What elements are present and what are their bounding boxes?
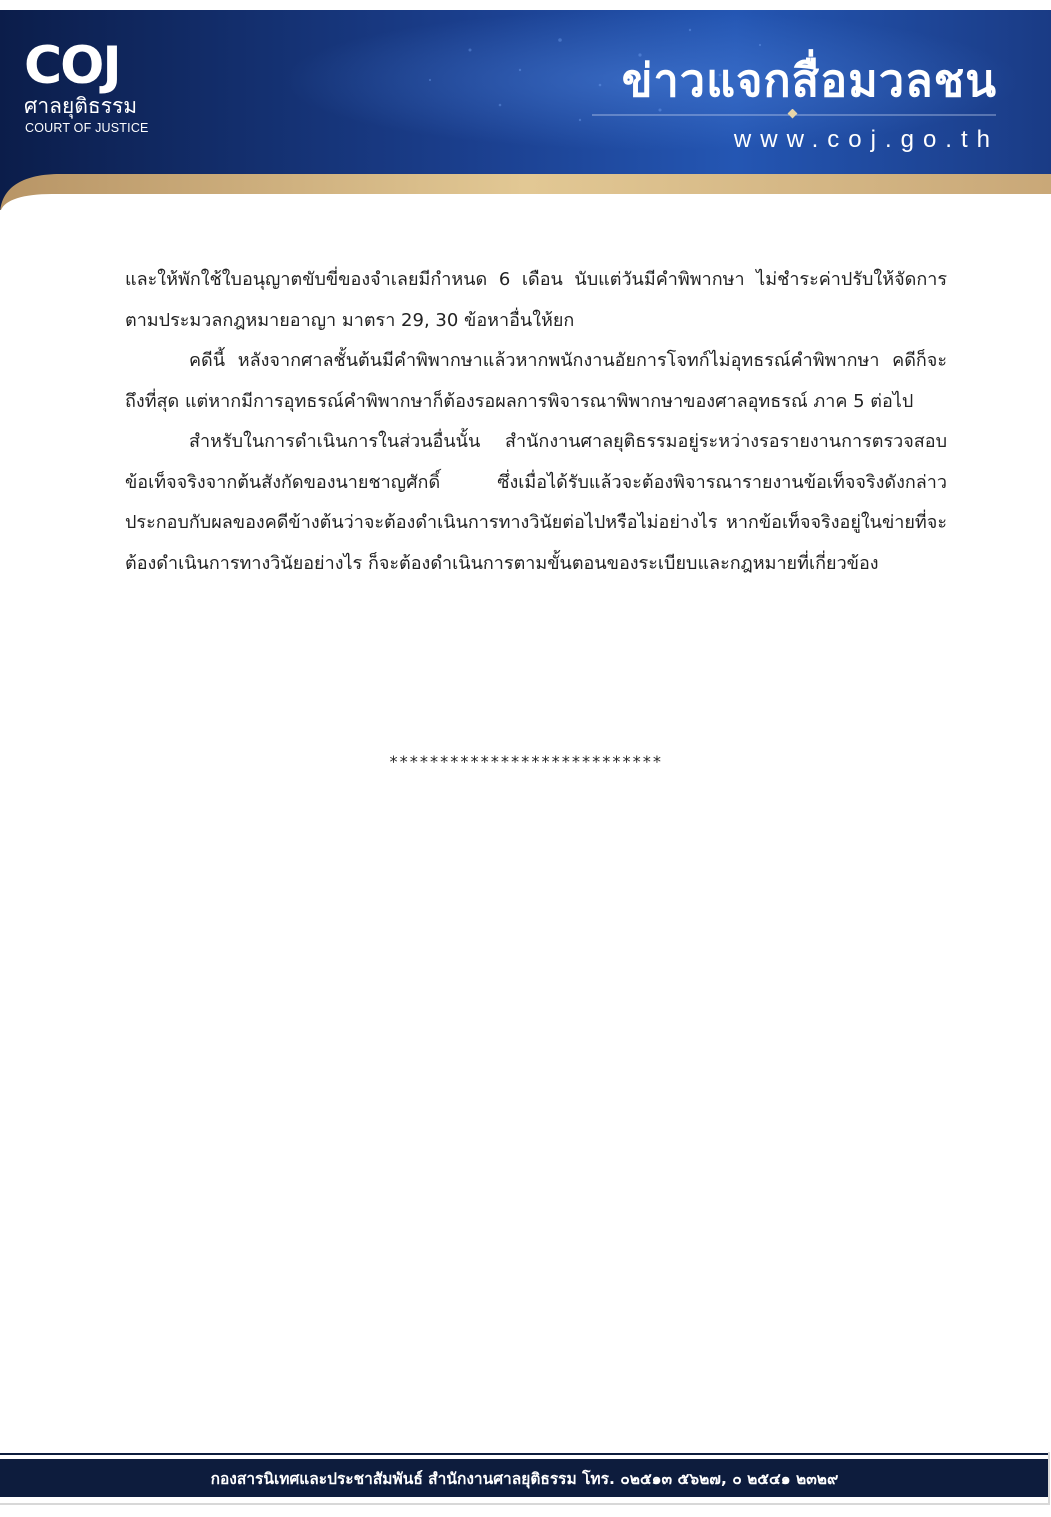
- end-separator: ***************************: [388, 752, 663, 771]
- paragraph-2: คดีนี้ หลังจากศาลชั้นต้นมีคำพิพากษาแล้วหากพนักงานอัยการโจทก์ไม่อุทธรณ์คำพิพากษา คดีก็จะถึงที่สุด แต่หากมีการอุทธรณ์คำพิพากษาก็ต้องรอผลการพิจารณาพิพากษาของศาลอุทธรณ์ ภาค 5 ต่อไป: [125, 350, 947, 412]
- page-edge-right: [1048, 1452, 1050, 1504]
- footer-rule: [0, 1453, 1049, 1455]
- paragraph-3: สำหรับในการดำเนินการในส่วนอื่นนั้น สำนักงานศาลยุติธรรมอยู่ระหว่างรอรายงานการตรวจสอบข้อเท็จจริงจากต้นสังกัดของนายชาญศักดิ์ ซึ่งเมื่อได้รับแล้วจะต้องพิจารณารายงานข้อเท็จจริงดังกล่าวประกอบกับผลของคดีข้างต้นว่าจะต้องดำเนินการทางวินัยต่อไปหรือไม่อย่างไร หากข้อเท็จจริงอยู่ในข่ายที่จะต้องดำเนินการทางวินัยอย่างไร ก็จะต้องดำเนินการตามขั้นตอนของระเบียบและกฎหมายที่เกี่ยวข้อง: [125, 431, 947, 574]
- footer-bar: [0, 1459, 1049, 1497]
- footer-contact-text: กองสารนิเทศและประชาสัมพันธ์ สำนักงานศาลยุติธรรม โทร. ๐๒๕๑๓ ๕๖๒๗, ๐ ๒๕๔๑ ๒๓๒๙: [210, 1469, 839, 1488]
- paragraph-1: และให้พักใช้ใบอนุญาตขับขี่ของจำเลยมีกำหนด 6 เดือน นับแต่วันมีคำพิพากษา ไม่ชำระค่าปรับให้จัดการตามประมวลกฎหมายอาญา มาตรา 29, 30 ข้อหาอื่นให้ยก: [125, 269, 947, 331]
- banner-divider: [592, 109, 996, 121]
- page-edge-bottom: [0, 1503, 1050, 1505]
- header-banner: [0, 10, 1051, 210]
- press-release-body: [125, 260, 947, 584]
- logo-thai-name: ศาลยุติธรรม: [24, 94, 138, 118]
- banner-title: ข่าวแจกสื่อมวลชน: [621, 54, 997, 107]
- banner-url: www.coj.go.th: [733, 126, 999, 153]
- logo-english-name: COURT OF JUSTICE: [25, 121, 149, 135]
- coj-logo: COJ: [24, 36, 120, 96]
